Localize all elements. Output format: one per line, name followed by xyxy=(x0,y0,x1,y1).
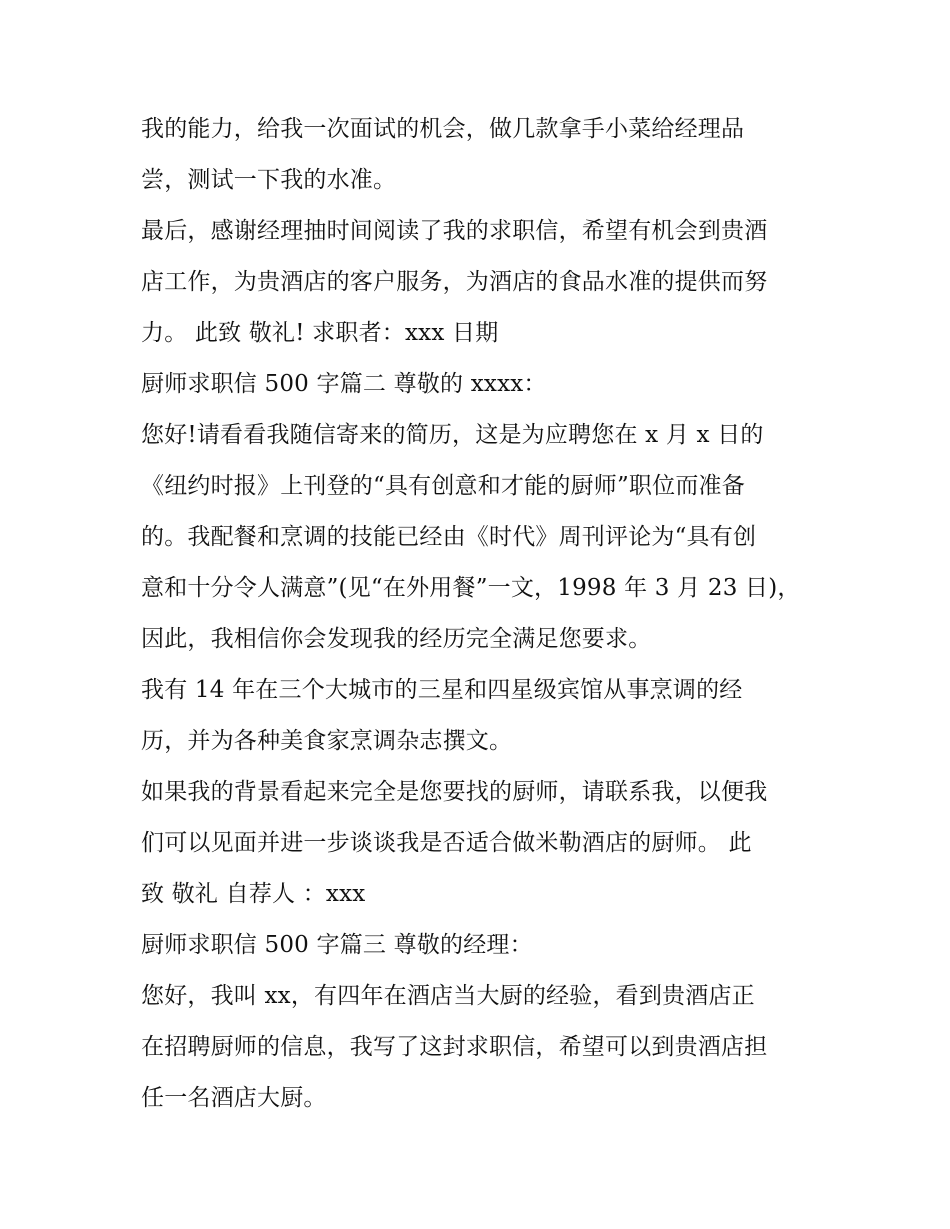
text-line: 如果我的背景看起来完全是您要找的厨师，请联系我，以便我 xyxy=(141,779,768,805)
text-line: 我有 14 年在三个大城市的三星和四星级宾馆从事烹调的经 xyxy=(141,677,743,703)
text-line: 您好!请看看我随信寄来的简历，这是为应聘您在 x 月 x 日的 xyxy=(141,422,764,448)
section-heading-2: 厨师求职信 500 字篇二 尊敬的 xxxx： xyxy=(141,371,547,397)
text-line: 尝，测试一下我的水准。 xyxy=(141,167,397,193)
text-line: 您好，我叫 xx，有四年在酒店当大厨的经验，看到贵酒店正 xyxy=(141,983,755,1009)
text-line: 的。我配餐和烹调的技能已经由《时代》周刊评论为“具有创 xyxy=(141,524,757,550)
text-line: 因此，我相信你会发现我的经历完全满足您要求。 xyxy=(141,626,652,652)
document-body xyxy=(141,104,831,1124)
text-line: 历，并为各种美食家烹调杂志撰文。 xyxy=(141,728,513,754)
text-line: 意和十分令人满意”(见“在外用餐”一文，1998 年 3 月 23 日)， xyxy=(141,575,801,601)
text-line: 《纽约时报》上刊登的“具有创意和才能的厨师”职位而准备 xyxy=(141,473,745,499)
text-line: 任一名酒店大厨。 xyxy=(141,1085,327,1111)
text-line: 店工作，为贵酒店的客户服务，为酒店的食品水准的提供而努 xyxy=(141,269,768,295)
section-heading-3: 厨师求职信 500 字篇三 尊敬的经理： xyxy=(141,932,533,958)
text-line: 我的能力，给我一次面试的机会，做几款拿手小菜给经理品 xyxy=(141,116,745,142)
text-line: 力。 此致 敬礼! 求职者：xxx 日期 xyxy=(141,320,499,346)
text-line: 们可以见面并进一步谈谈我是否适合做米勒酒店的厨师。 此 xyxy=(141,830,752,856)
text-line: 最后，感谢经理抽时间阅读了我的求职信，希望有机会到贵酒 xyxy=(141,218,768,244)
text-line: 在招聘厨师的信息，我写了这封求职信，希望可以到贵酒店担 xyxy=(141,1034,768,1060)
text-line: 致 敬礼 自荐人 ：xxx xyxy=(141,881,366,907)
